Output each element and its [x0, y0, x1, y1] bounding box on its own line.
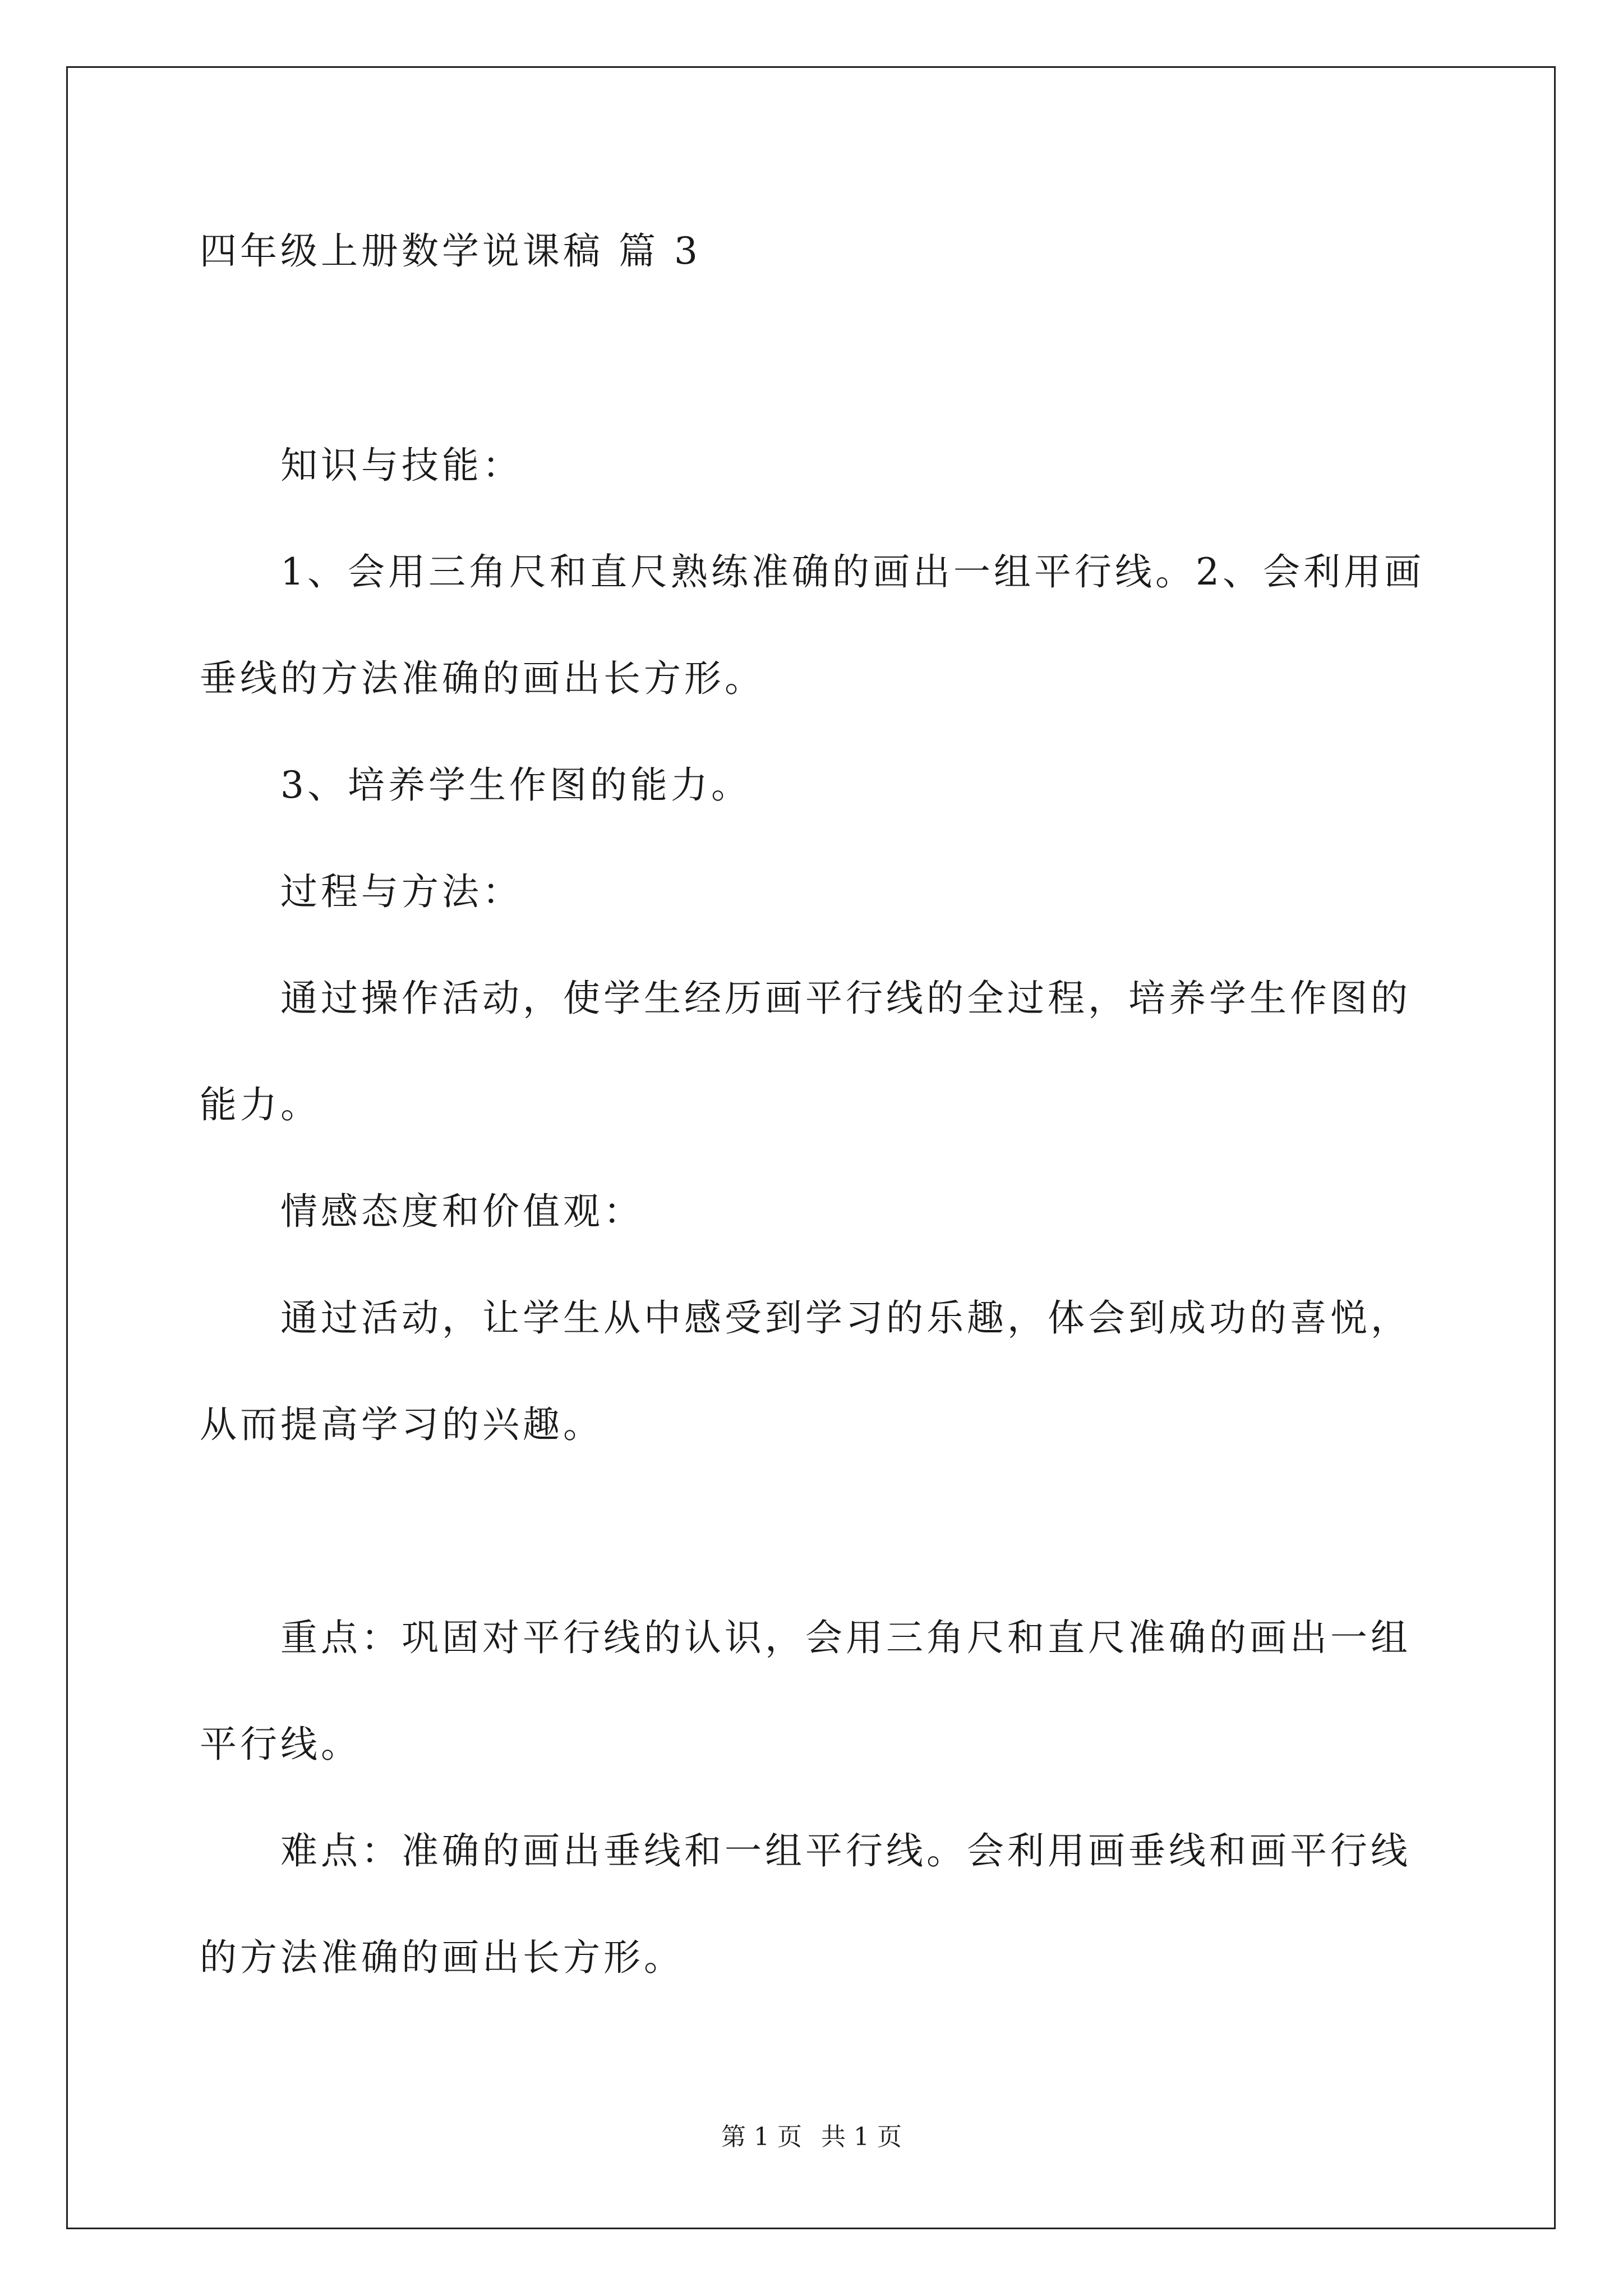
paragraph-line: 能力。 — [200, 1083, 321, 1126]
page-footer — [0, 2122, 1623, 2153]
section-heading-attitude-values: 情感态度和价值观： — [280, 1190, 644, 1233]
paragraph-line: 垂线的方法准确的画出长方形。 — [200, 657, 765, 700]
paragraph-line: 的方法准确的画出长方形。 — [200, 1936, 684, 1979]
paragraph-line: 通过活动，让学生从中感受到学习的乐趣，体会到成功的喜悦， — [280, 1296, 1411, 1340]
section-heading-process-method: 过程与方法： — [280, 870, 523, 913]
page-frame — [66, 66, 1556, 2229]
paragraph-line: 通过操作活动，使学生经历画平行线的全过程，培养学生作图的 — [280, 977, 1411, 1020]
difficulty-paragraph: 难点：准确的画出垂线和一组平行线。会利用画垂线和画平行线 — [280, 1829, 1411, 1872]
paragraph-line: 平行线。 — [200, 1723, 361, 1766]
paragraph-line: 3、培养学生作图的能力。 — [280, 763, 751, 807]
section-heading-knowledge-skills: 知识与技能： — [280, 444, 523, 487]
document-title: 四年级上册数学说课稿 篇 3 — [200, 229, 701, 273]
paragraph-line: 从而提高学习的兴趣。 — [200, 1403, 603, 1446]
paragraph-line: 1、会用三角尺和直尺熟练准确的画出一组平行线。2、会利用画 — [280, 550, 1424, 593]
key-point-paragraph: 重点：巩固对平行线的认识，会用三角尺和直尺准确的画出一组 — [280, 1616, 1411, 1659]
page-total: 共 1 页 — [821, 2123, 902, 2151]
page-number: 第 1 页 — [721, 2123, 802, 2151]
